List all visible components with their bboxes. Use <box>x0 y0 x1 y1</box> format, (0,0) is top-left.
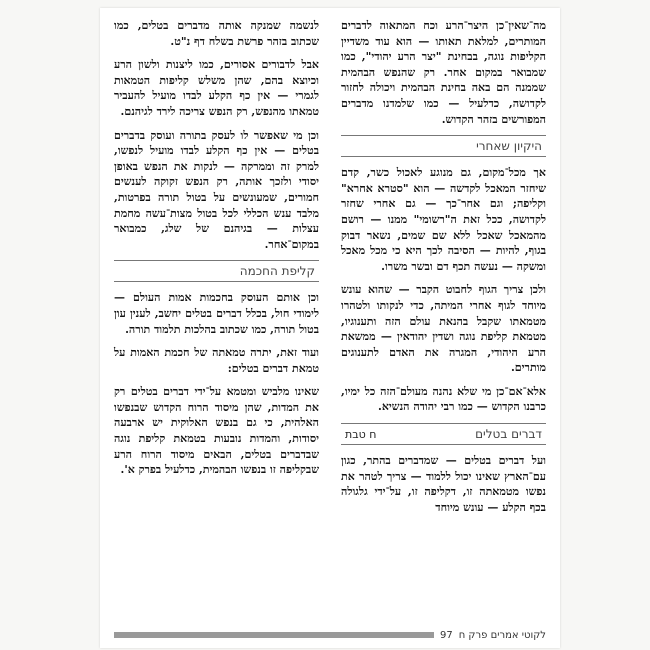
paragraph: שאינו מלביש ומטמא על־ידי דברים בטלים רק את המדות, שהן מיסוד הרוח הקדוש שבנפשו האלהית, כי גם בנפש האלוקית יש ארבעה יסודות, והמדות נובעות בטמאת קליפת נוגה שבדברים בטלים, הבאים מיסוד הרוח הרע שבקליפה זו בנפשו הבהמית, כדלעיל בפרק א'. <box>114 385 319 477</box>
section-header-klipat-hachochma <box>114 260 319 282</box>
left-column <box>114 18 319 486</box>
section-title: היקיון שאחרי <box>476 139 542 154</box>
paragraph: וכן מי שאפשר לו לעסק בתורה ועוסק בדברים בטלים — אין כף הקלע לבדו מועיל לנפשו, למרק זה וממרקה — לנקות את הנפש באופן יסודי ולזכך אותה, רק הנפש זקוקה לענשים חמורים, שמעונשים על בטול תורה בפרטות, מלבד ענש הכללי לכל בטול מצות־עשה מחמת עצלות — בגיהנם של שלג, כמבואר במקום־אחר. <box>114 128 319 251</box>
page-footer <box>114 628 546 642</box>
section-header-yekiyon <box>341 135 546 157</box>
section-header-devarim-betelim <box>341 423 546 445</box>
section-date: ח טבת <box>345 427 377 441</box>
paragraph: לנשמה שמנקה אותה מדברים בטלים, כמו שכתוב בזהר פרשת בשלח דף נ"ט. <box>114 19 319 48</box>
paragraph: אבל לדבורים אסורים, כמו ליצנות ולשון הרע וכיוצא בהם, שהן משלש קליפות הטמאות לגמרי — אין כף הקלע לבדו מועיל להעביר טמאתו מהנפש, רק הנפש צריכה לירד לגיהנם. <box>114 58 319 118</box>
paragraph: אך מכל־מקום, גם מנוגע לאכול כשר, קדם שיחזר המאכל לקדשה — הוא "סטרא אחרא" וקליפה; וגם אחר־כך — גם אחרי שחזר לקדושה, ככל זאת ה"רשומי" ממנו — רושם מהמאכל שאכל ללא שם שמים, נשאר דבוק בגוף, להיות — הסיבה לכך היא כי מכל מאכל ומשקה — נעשה תכף דם ובשר משרו. <box>341 166 546 273</box>
paragraph: ועל דברים בטלים — שמדברים בהתר, כגון עם־הארץ שאינו יכול ללמוד — צריך לטהר את נפשו מטמאתה זו, דקליפה זו, על־ידי גלגולה בכף הקלע — עונש מיוחד <box>341 454 546 514</box>
paragraph: וכן אותם העוסק בחכמות אמות העולם — לימודי חול, בכלל דברים בטלים יחשב, לענין עון בטול תורה, כמו שכתוב בהלכות תלמוד תורה. <box>114 291 319 336</box>
paragraph: ולכן צריך הגוף לחבוט הקבר — שהוא עונש מיוחד לגוף אחרי המיתה, כדי לנקותו ולטהרו מטמאתו שקבל בהנאת עולם הזה ותענוגיו, מטמאת קליפת נוגה ושדין יהודאין — ממשאת הרע היהודי, המגרה את האדם לתענוגים מותרים. <box>341 283 546 375</box>
book-title: לקוטי אמרים פרק ח <box>458 629 546 641</box>
paragraph: ועוד זאת, יתרה טמאתה של חכמת האמות על טמאת דברים בטלים: <box>114 346 319 375</box>
book-page <box>100 8 560 648</box>
footer-rule <box>114 632 434 638</box>
section-title: קליפת החכמה <box>239 264 315 279</box>
right-column <box>341 18 546 523</box>
paragraph: אלא־אם־כן מי שלא נהנה מעולם־הזה כל ימיו, כרבנו הקדוש — כמו רבי יהודה הנשיא. <box>341 384 546 414</box>
paragraph: מה־שאין־כן היצר־הרע וכח המתאוה לדברים המותרים, למלאת תאותו — הוא עוד משדיין הקליפות נוגה, בבחינת "יצר הרע יהודי", כמו שמבואר במקום אחר. רק שהנפש הבהמית שממנה הם באה בחינת הבהמית ויכולה לחזור לקדושה, כדלעיל — כמו שלמדנו מדברים המפורשים בזהר הקדוש. <box>341 19 546 126</box>
page-number: 97 <box>439 629 453 641</box>
section-title: דברים בטלים <box>475 427 542 442</box>
